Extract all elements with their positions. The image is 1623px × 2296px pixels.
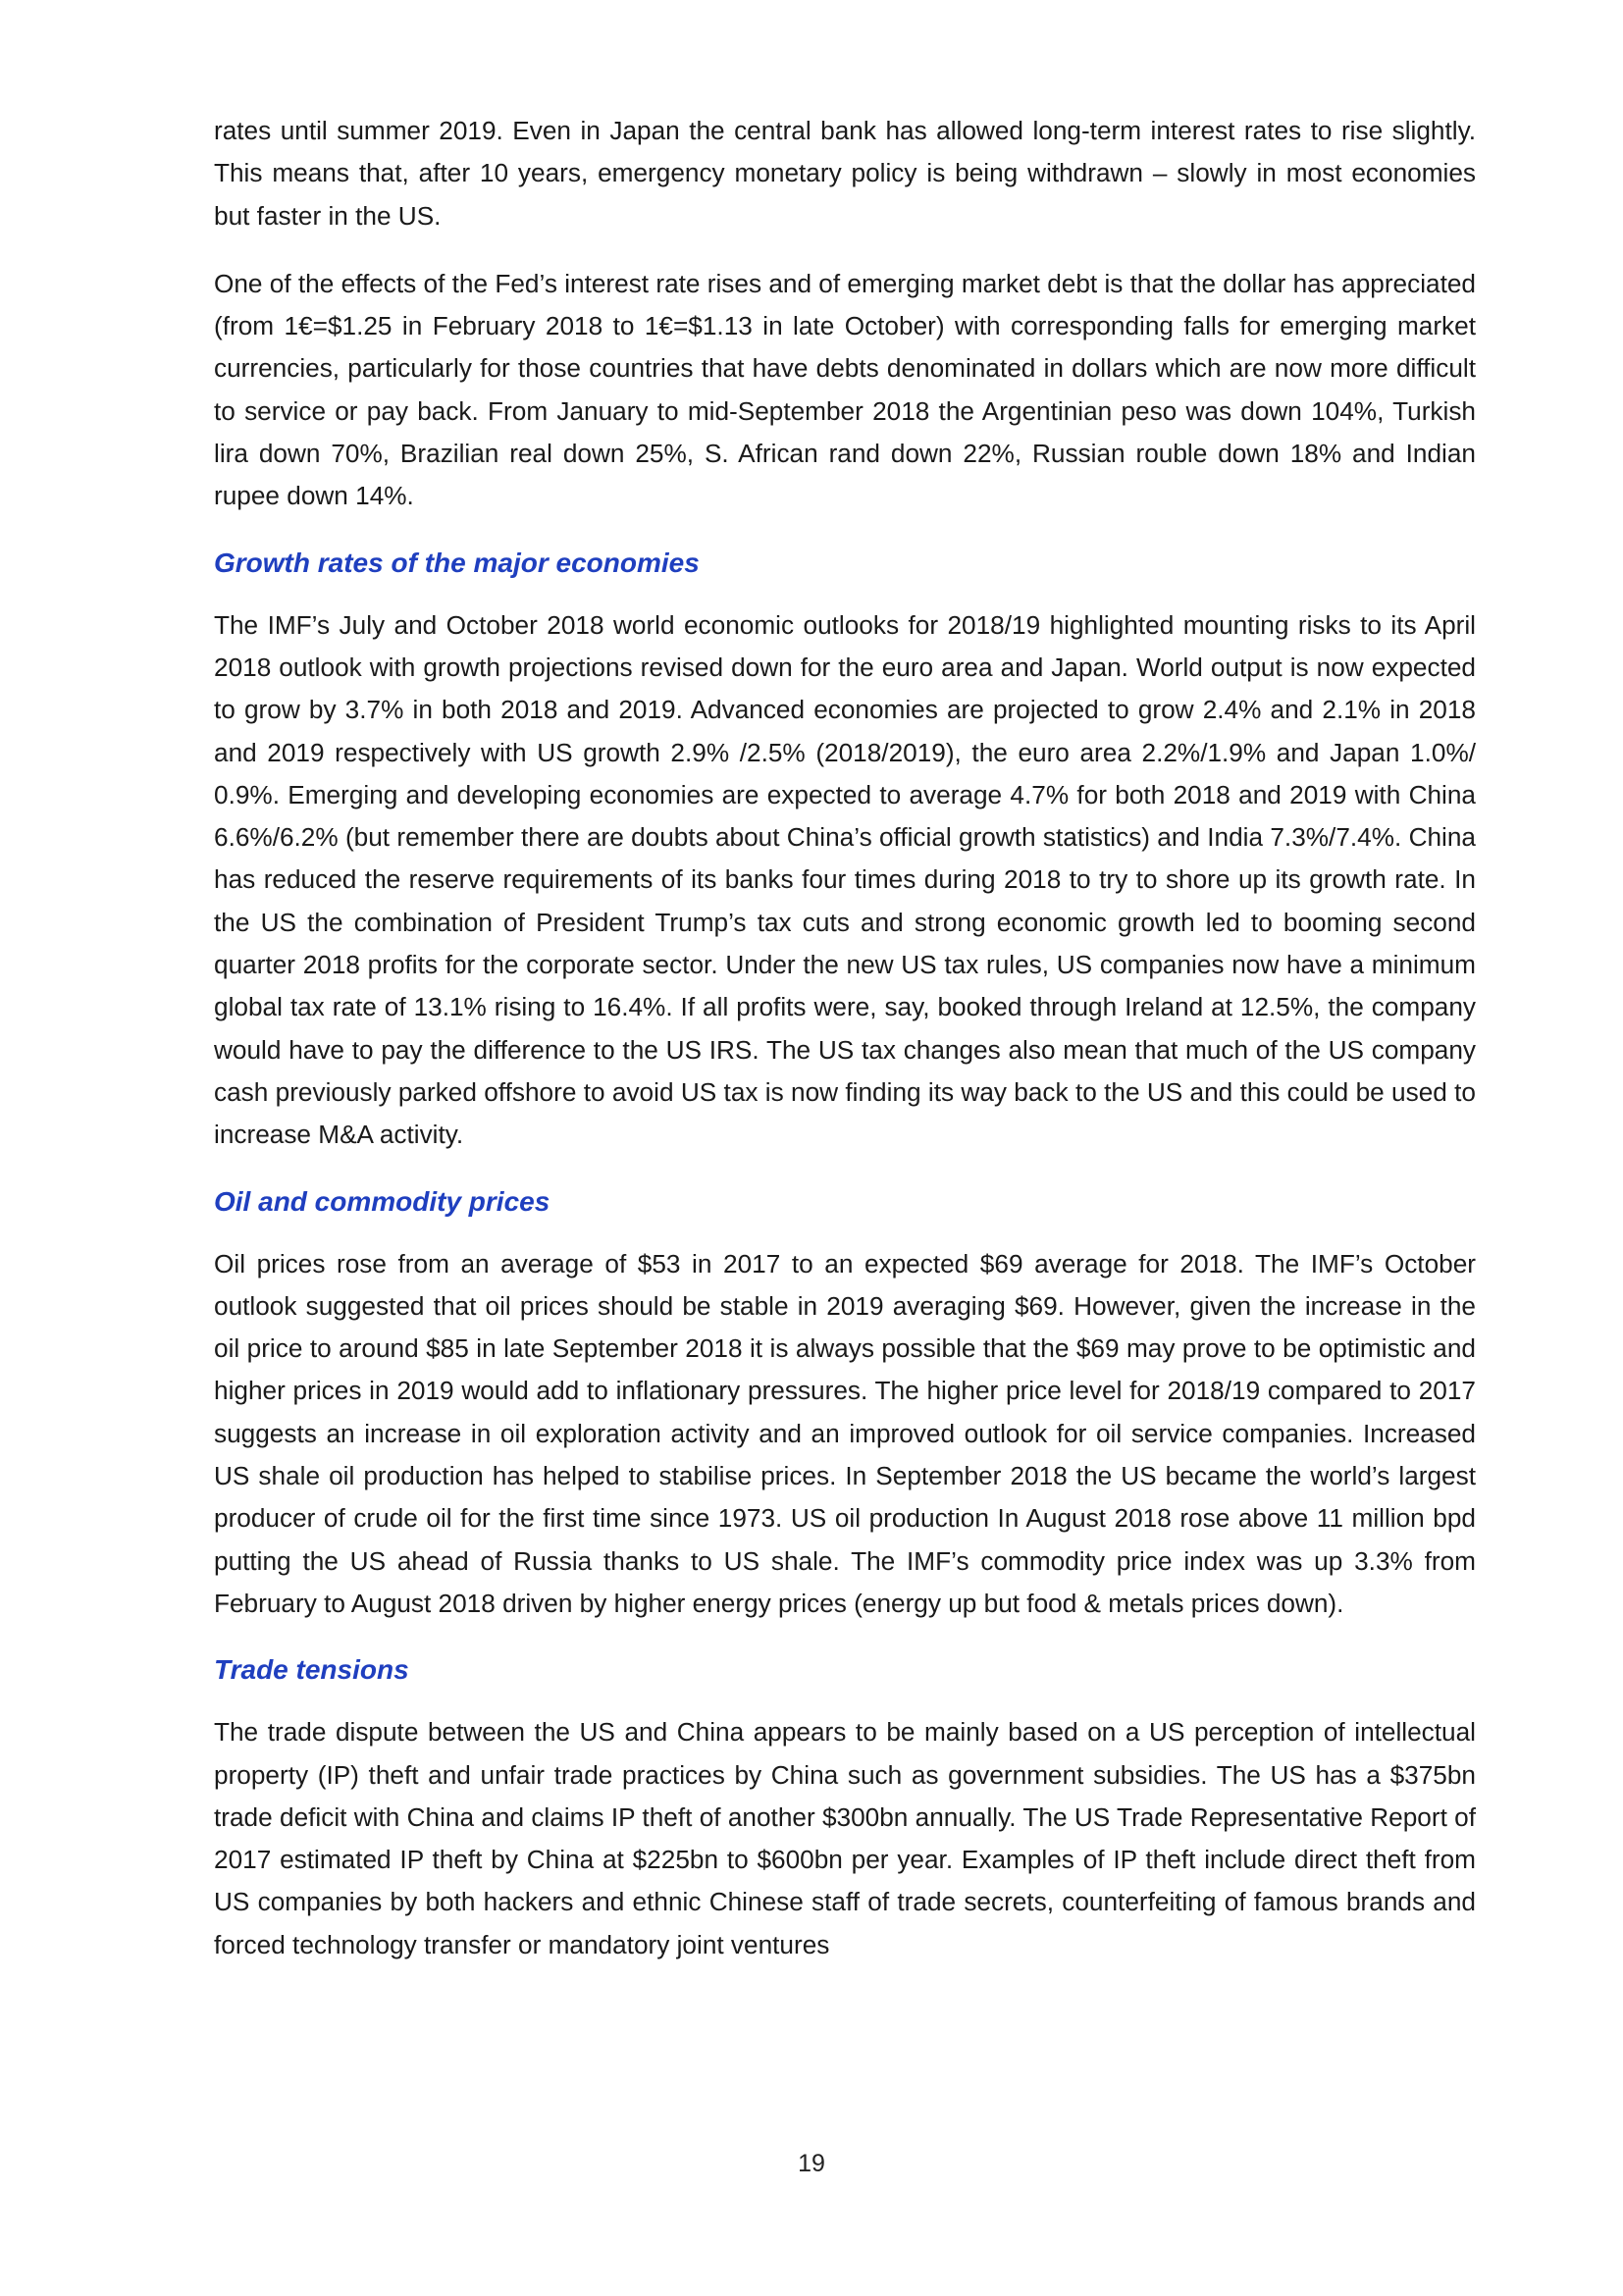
heading-trade-tensions: Trade tensions <box>214 1654 409 1686</box>
page-number: 19 <box>798 2150 825 2177</box>
heading-oil-commodity: Oil and commodity prices <box>214 1185 550 1217</box>
paragraph-monetary-policy: rates until summer 2019. Even in Japan the central bank has allowed long-term interest rates to rise slightly. This means that, after 10 years, emergency monetary policy is being withdrawn – slowly in most economies but faster in the US. <box>214 116 1476 231</box>
paragraph-trade-tensions: The trade dispute between the US and China appears to be mainly based on a US perception of intellectual property (IP) theft and unfair trade practices by China such as government subsidies. The US has a $375bn trade deficit with China and claims IP theft of another $300bn annually. The US Trade Representative Report of 2017 estimated IP theft by China at $225bn to $600bn per year. Examples of IP theft include direct theft from US companies by both hackers and ethnic Chinese staff of trade secrets, counterfeiting of famous brands and forced technology transfer or mandatory joint ventures <box>214 1717 1476 1959</box>
paragraph-growth-rates: The IMF’s July and October 2018 world economic outlooks for 2018/19 highlighted mounting risks to its April 2018 outlook with growth projections revised down for the euro area and Japan. World output is now expected to grow by 3.7% in both 2018 and 2019. Advanced economies are projected to grow 2.4% and 2.1% in 2018 and 2019 respectively with US growth 2.9% /2.5% (2018/2019), the euro area 2.2%/1.9% and Japan 1.0%/ 0.9%. Emerging and developing economies are expected to average 4.7% for both 2018 and 2019 with China 6.6%/6.2% (but remember there are doubts about China’s official growth statistics) and India 7.3%/7.4%. China has reduced the reserve requirements of its banks four times during 2018 to try to shore up its growth rate. In the US the combination of President Trump’s tax cuts and strong economic growth led to booming second quarter 2018 profits for the corporate sector. Under the new US tax rules, US companies now have a minimum global tax rate of 13.1% rising to 16.4%. If all profits were, say, booked through Ireland at 12.5%, the company would have to pay the difference to the US IRS. The US tax changes also mean that much of the US company cash previously parked offshore to avoid US tax is now finding its way back to the US and this could be used to increase M&A activity. <box>214 609 1476 1150</box>
heading-growth-rates: Growth rates of the major economies <box>214 547 700 578</box>
document-page <box>214 110 1476 1992</box>
paragraph-oil-commodity: Oil prices rose from an average of $53 in 2017 to an expected $69 average for 2018. The IMF’s October outlook suggested that oil prices should be stable in 2019 averaging $69. However, given the increase in the oil price to around $85 in late September 2018 it is always possible that the $69 may prove to be optimistic and higher prices in 2019 would add to inflationary pressures. The higher price level for 2018/19 compared to 2017 suggests an increase in oil exploration activity and an improved outlook for oil service companies. Increased US shale oil production has helped to stabilise prices. In September 2018 the US became the world’s largest producer of crude oil for the first time since 1973. US oil production In August 2018 rose above 11 million bpd putting the US ahead of Russia thanks to US shale. The IMF’s commodity price index was up 3.3% from February to August 2018 driven by higher energy prices (energy up but food & metals prices down). <box>214 1248 1476 1618</box>
paragraph-dollar-appreciation: One of the effects of the Fed’s interest rate rises and of emerging market debt is that the dollar has appreciated (from 1€=$1.25 in February 2018 to 1€=$1.13 in late October) with corresponding falls for emerging market currencies, particularly for those countries that have debts denominated in dollars which are now more difficult to service or pay back. From January to mid-September 2018 the Argentinian peso was down 104%, Turkish lira down 70%, Brazilian real down 25%, S. African rand down 22%, Russian rouble down 18% and Indian rupee down 14%. <box>214 268 1476 511</box>
